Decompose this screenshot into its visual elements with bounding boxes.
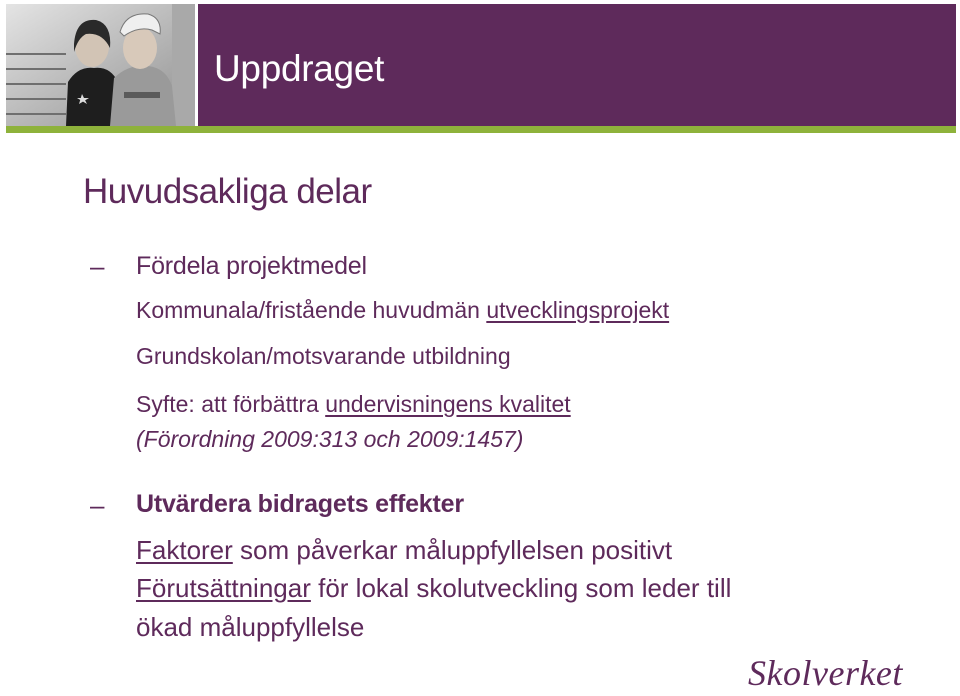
section1-line1 (136, 297, 669, 324)
section1-dash: – (90, 251, 105, 281)
section2-line3: ökad måluppfyllelse (136, 612, 365, 642)
slide-title: Uppdraget (214, 48, 385, 89)
section2-line1 (136, 535, 672, 566)
section2-line2 (136, 573, 731, 604)
forutsattningar-link: Förutsättningar (136, 573, 311, 603)
section2-dash: – (90, 490, 105, 520)
section1-line3-text: Syfte: att förbättra (136, 391, 326, 417)
accent-bar (6, 126, 956, 133)
section2-line2-text: för lokal skolutveckling som leder till (310, 573, 732, 603)
faktorer-link: Faktorer (136, 535, 233, 565)
header-photo (6, 4, 195, 126)
section1-line1-text: Kommunala/fristående huvudmän (136, 297, 487, 323)
utvecklingsprojekt-link: utvecklingsprojekt (486, 297, 670, 323)
section2-title: Utvärdera bidragets effekter (136, 490, 464, 518)
students-photo-image (6, 4, 195, 126)
header (0, 0, 960, 134)
section1-line2: Grundskolan/motsvarande utbildning (136, 343, 511, 369)
section1-title: Fördela projektmedel (136, 252, 367, 280)
section1-line4: (Förordning 2009:313 och 2009:1457) (136, 426, 524, 452)
section2-line1-text: som påverkar måluppfyllelsen positivt (232, 535, 673, 565)
skolverket-logo: Skolverket (748, 653, 903, 693)
main-heading: Huvudsakliga delar (83, 172, 372, 211)
undervisningens-kvalitet-link: undervisningens kvalitet (325, 391, 571, 417)
title-band (198, 4, 956, 126)
section1-line3 (136, 391, 571, 418)
